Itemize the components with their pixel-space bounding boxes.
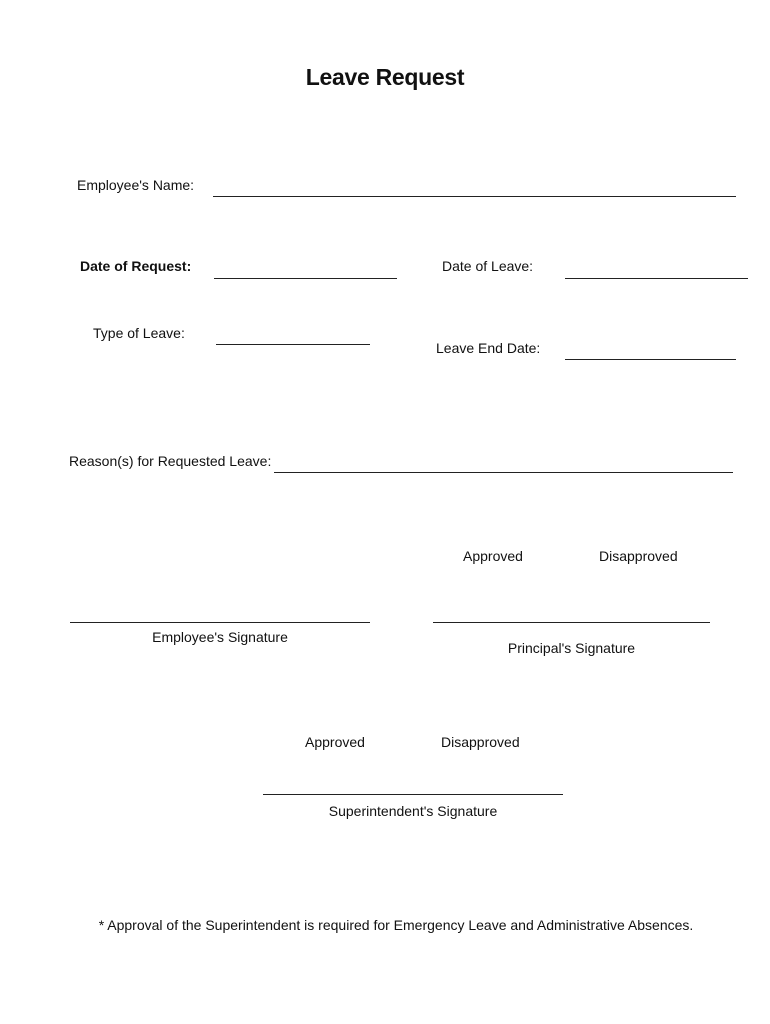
reason-field[interactable] bbox=[274, 472, 733, 473]
employee-signature-label: Employee's Signature bbox=[152, 629, 288, 645]
employee-name-label: Employee's Name: bbox=[77, 177, 195, 193]
superintendent-signature-line[interactable] bbox=[263, 794, 563, 795]
principal-signature-line[interactable] bbox=[433, 622, 710, 623]
date-of-leave-label: Date of Leave: bbox=[442, 258, 534, 274]
principal-approved-option[interactable]: Approved bbox=[463, 548, 523, 564]
type-of-leave-field[interactable] bbox=[216, 344, 370, 345]
page-title: Leave Request bbox=[305, 64, 465, 90]
superintendent-approved-option[interactable]: Approved bbox=[305, 734, 365, 750]
employee-name-field[interactable] bbox=[213, 196, 736, 197]
date-of-request-field[interactable] bbox=[214, 278, 397, 279]
leave-end-date-label: Leave End Date: bbox=[436, 340, 541, 356]
principal-disapproved-option[interactable]: Disapproved bbox=[599, 548, 678, 564]
approval-footnote: * Approval of the Superintendent is required for Emergency Leave and Administrative Absences. bbox=[98, 917, 694, 933]
date-of-leave-field[interactable] bbox=[565, 278, 748, 279]
type-of-leave-label: Type of Leave: bbox=[93, 325, 185, 341]
superintendent-signature-label: Superintendent's Signature bbox=[328, 803, 498, 819]
employee-signature-line[interactable] bbox=[70, 622, 370, 623]
date-of-request-label: Date of Request: bbox=[80, 258, 192, 274]
reason-label: Reason(s) for Requested Leave: bbox=[69, 453, 272, 469]
superintendent-disapproved-option[interactable]: Disapproved bbox=[441, 734, 520, 750]
principal-signature-label: Principal's Signature bbox=[507, 640, 636, 656]
leave-end-date-field[interactable] bbox=[565, 359, 736, 360]
